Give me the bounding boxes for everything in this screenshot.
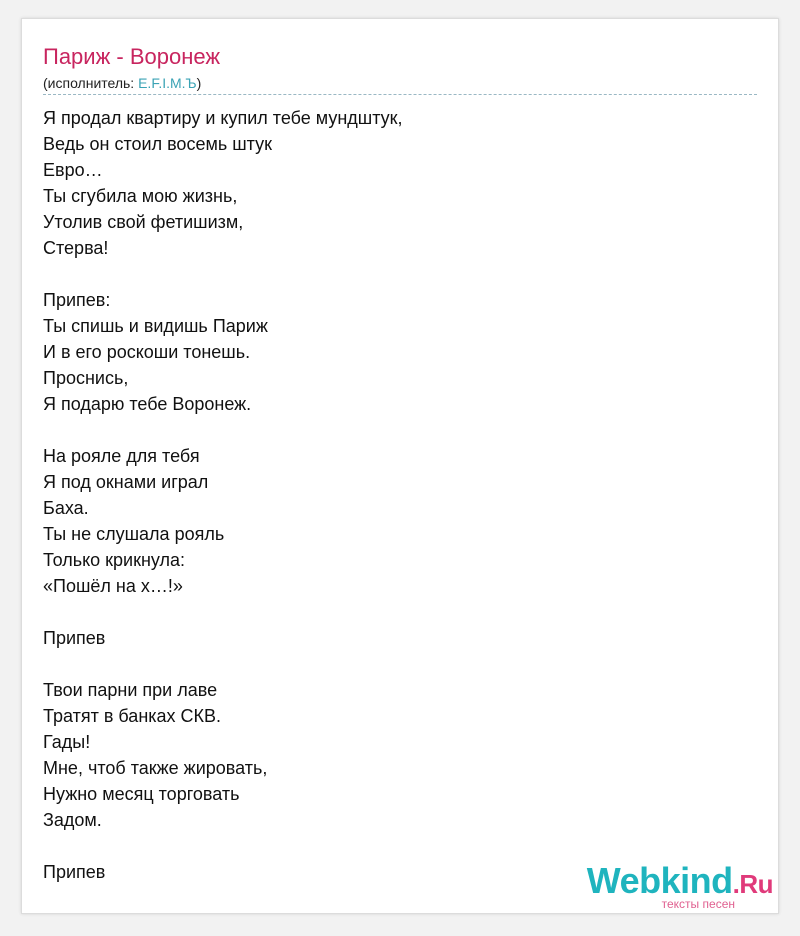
lyrics-line: Припев	[43, 628, 106, 648]
lyrics-blank-line	[43, 651, 403, 677]
lyrics-line: Ты не слушала рояль	[43, 524, 225, 544]
lyrics-blank-line	[43, 833, 403, 859]
lyrics-line: Ты сгубила мою жизнь,	[43, 186, 238, 206]
lyrics-text	[43, 105, 403, 885]
artist-suffix: )	[196, 75, 202, 91]
lyrics-line: Стерва!	[43, 238, 109, 258]
lyrics-line: Я подарю тебе Воронеж.	[43, 394, 252, 414]
lyrics-line: Тратят в банках СКВ.	[43, 706, 222, 726]
lyrics-line: «Пошёл на х…!»	[43, 576, 183, 596]
lyrics-blank-line	[43, 599, 403, 625]
site-logo[interactable]	[587, 862, 773, 911]
lyrics-line: Ты спишь и видишь Париж	[43, 316, 268, 336]
lyrics-line: Проснись,	[43, 368, 129, 388]
lyrics-line: Только крикнула:	[43, 550, 186, 570]
lyrics-line: Ведь он стоил восемь штук	[43, 134, 272, 154]
lyrics-line: Припев	[43, 862, 106, 882]
lyrics-line: Твои парни при лаве	[43, 680, 218, 700]
lyrics-line: Утолив свой фетишизм,	[43, 212, 244, 232]
artist-prefix: (исполнитель:	[43, 75, 139, 91]
lyrics-line: Задом.	[43, 810, 102, 830]
lyrics-blank-line	[43, 261, 403, 287]
lyrics-line: Баха.	[43, 498, 89, 518]
lyrics-line: Я продал квартиру и купил тебе мундштук,	[43, 108, 403, 128]
lyrics-line: И в его роскоши тонешь.	[43, 342, 251, 362]
logo-tagline: тексты песен	[661, 897, 735, 911]
title-divider	[43, 94, 757, 95]
lyrics-line: Евро…	[43, 160, 103, 180]
lyrics-line: Гады!	[43, 732, 91, 752]
artist-link[interactable]: E.F.I.M.Ъ	[138, 75, 197, 91]
lyrics-line: На рояле для тебя	[43, 446, 200, 466]
song-title: Париж - Воронеж	[43, 44, 221, 69]
logo-tld: .Ru	[732, 869, 773, 899]
lyrics-card	[21, 18, 779, 914]
logo-main-text: Webkind	[586, 860, 733, 901]
artist-line	[43, 74, 201, 92]
lyrics-blank-line	[43, 417, 403, 443]
lyrics-line: Мне, чтоб также жировать,	[43, 758, 268, 778]
lyrics-line: Нужно месяц торговать	[43, 784, 240, 804]
lyrics-line: Припев:	[43, 290, 111, 310]
lyrics-line: Я под окнами играл	[43, 472, 209, 492]
